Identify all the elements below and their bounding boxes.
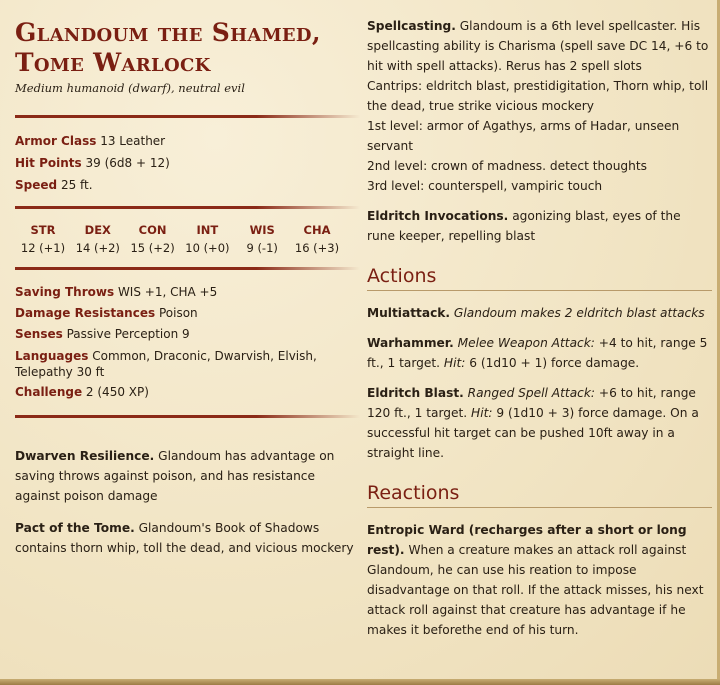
action-name: Multiattack. [367,306,451,320]
ability-score: 14 (+2) [75,241,120,255]
challenge-value: 2 (450 XP) [85,385,149,399]
languages-value: Common, Draconic, Dwarvish, Elvish, Telepathy 30 ft [15,349,317,379]
ability-score: 12 (+1) [20,241,66,255]
invocations-name: Eldritch Invocations. [367,209,509,223]
trait-dwarven-resilience [15,446,360,506]
armor-class-value: 13 Leather [100,134,166,148]
right-column [367,16,712,640]
spellcasting-text: Glandoum is a 6th level spellcaster. His spellcasting ability is Charisma (spell save DC 14, +6 to hit with spell attacks). Rerus has 2 spell slots [367,19,709,73]
saving-throws-label: Saving Throws [15,285,115,299]
damage-resistances-label: Damage Resistances [15,306,156,320]
attack-type: Ranged Spell Attack: [467,386,596,400]
senses-label: Senses [15,327,63,341]
properties [15,282,360,403]
divider-rule [15,206,360,209]
speed-label: Speed [15,178,58,192]
trait-pact-of-the-tome [15,518,360,558]
trait-text: Glandoum has advantage on saving throws against poison, and has resistance against poison damage [15,449,335,503]
ability-name: STR [30,223,56,237]
creature-name-line-2: Tome Warlock [15,48,211,77]
divider-rule [15,415,360,418]
senses [15,324,360,345]
ability-wis [236,221,288,257]
hit-points-value: 39 (6d8 + 12) [85,156,170,170]
ability-con [127,221,179,257]
saving-throws [15,282,360,303]
ability-name: WIS [249,223,275,237]
hit-points [15,152,360,174]
action-name: Warhammer. [367,336,454,350]
damage-resistances [15,303,360,324]
spell-list-cantrips: Cantrips: eldritch blast, prestidigitation, Thorn whip, toll the dead, true strike vicious mockery [367,79,709,113]
ability-cha [291,221,343,257]
trait-text: Glandoum's Book of Shadows contains thorn whip, toll the dead, and vicious mockery [15,521,354,555]
reaction-text: When a creature makes an attack roll against Glandoum, he can use his reation to impose disadvantage on that roll. If the attack misses, his next attack roll against that creature has advantage if he makes it beforethe end of his turn. [367,543,704,637]
challenge [15,382,360,403]
senses-value: Passive Perception 9 [66,327,190,341]
ability-name: DEX [84,223,111,237]
ability-int [181,221,233,257]
damage-text: 6 (1d10 + 1) force damage. [469,356,640,370]
action-text: Glandoum makes 2 eldritch blast attacks [453,306,705,320]
damage-text: 9 (1d10 + 3) force damage. On a successful hit target can be pushed 10ft away in a straight line. [367,406,699,460]
spell-list-2nd: 2nd level: crown of madness. detect thoughts [367,159,648,173]
attack-type: Melee Weapon Attack: [457,336,595,350]
languages-label: Languages [15,349,89,363]
trait-name: Dwarven Resilience. [15,449,155,463]
creature-type: Medium humanoid (dwarf), neutral evil [15,81,245,95]
trait-name: Pact of the Tome. [15,521,135,535]
action-multiattack [367,303,712,323]
ability-name: INT [196,223,219,237]
divider-rule [15,267,360,270]
ability-score: 15 (+2) [130,241,175,255]
action-eldritch-blast [367,383,712,463]
speed-value: 25 ft. [60,178,93,192]
ability-score: 10 (+0) [185,241,230,255]
saving-throws-value: WIS +1, CHA +5 [117,285,218,299]
ability-name: CHA [303,223,331,237]
attack-text: +6 to hit, range 120 ft., 1 target. [367,386,696,420]
divider-rule [15,115,360,118]
armor-class-label: Armor Class [15,134,97,148]
hit-label: Hit: [471,406,493,420]
spellcasting-name: Spellcasting. [367,19,456,33]
languages [15,345,360,382]
hit-label: Hit: [443,356,466,370]
spell-list-1st: 1st level: armor of Agathys, arms of Hadar, unseen servant [367,119,680,153]
left-column [15,18,360,558]
ability-dex [72,221,124,257]
eldritch-invocations [367,206,712,246]
hit-points-label: Hit Points [15,156,82,170]
reactions-heading: Reactions [367,481,712,508]
ability-score: 9 (-1) [246,241,278,255]
spell-list-3rd: 3rd level: counterspell, vampiric touch [367,179,603,193]
action-name: Eldritch Blast. [367,386,464,400]
ability-scores [15,221,345,257]
reaction-name: Entropic Ward (recharges after a short or long rest). [367,523,687,557]
creature-name [15,18,360,78]
actions-heading: Actions [367,264,712,291]
ability-name: CON [138,223,167,237]
reaction-entropic-ward [367,520,712,640]
armor-class [15,130,360,152]
challenge-label: Challenge [15,385,83,399]
ability-score: 16 (+3) [294,241,340,255]
basic-stats [15,130,360,196]
spellcasting [367,16,712,76]
page-frame-bottom [0,679,720,685]
damage-resistances-value: Poison [158,306,198,320]
ability-str [17,221,69,257]
attack-text: +4 to hit, range 5 ft., 1 target. [367,336,708,370]
speed [15,174,360,196]
creature-name-line-1: Glandoum the Shamed, [15,18,321,47]
action-warhammer [367,333,712,373]
invocations-text: agonizing blast, eyes of the rune keeper, repelling blast [367,209,681,243]
